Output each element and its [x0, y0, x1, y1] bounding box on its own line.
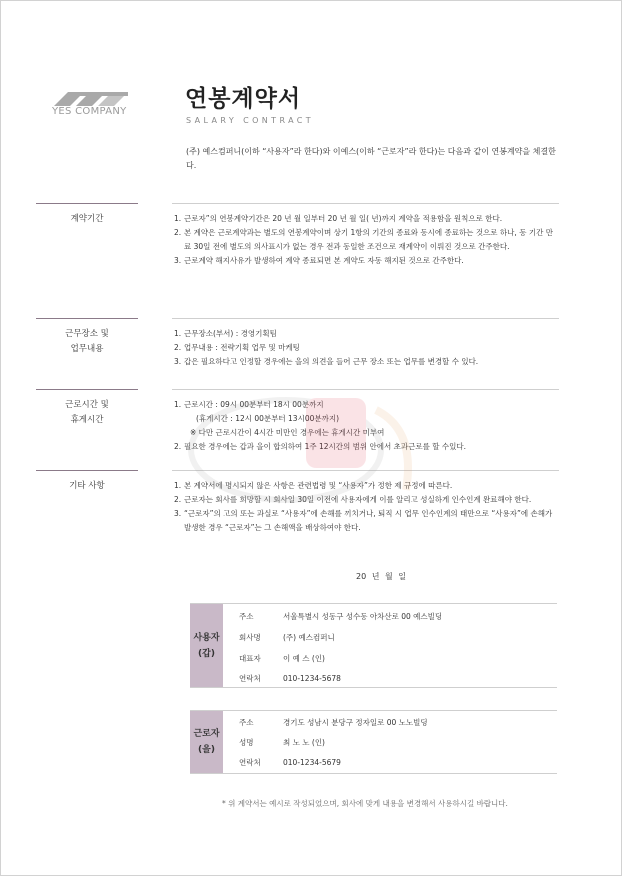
section-body-other: [172, 470, 559, 535]
employee-row-address: 주소 경기도 성남시 분당구 정자일로 00 노노빌딩: [239, 718, 428, 727]
list-item: 1. 근로자”의 연봉계약기간은 20 년 월 일부터 20 년 월 일( 년)까지 계약을 적용함을 원칙으로 한다.: [174, 214, 503, 223]
intro-paragraph: (주) 예스컴퍼니(이하 “사용자”라 한다)와 이예스(이하 “근로자”라 한다)는 다음과 같이 연봉계약을 체결한다.: [186, 147, 556, 170]
note-line: ※ 다만 근로시간이 4시간 미만인 경우에는 휴게시간 미부여: [190, 428, 385, 437]
list-item: 2. 근로자는 회사를 희망할 시 회사일 30일 이전에 사용자에게 이를 알리고 성실하게 인수인계 완료해야 한다.: [174, 495, 532, 504]
section-body-contract-period: [172, 203, 559, 268]
list-item: 2. 필요한 경우에는 갑과 을이 합의하여 1주 12시간의 범위 안에서 초과근로를 할 수있다.: [174, 442, 467, 451]
section-label-text: 근무장소 및: [65, 329, 109, 339]
employee-block: [190, 710, 557, 774]
employer-row-phone: 연락처 010-1234-5678: [239, 674, 341, 683]
logo-text: YES COMPANY: [52, 106, 127, 117]
employer-row-company: 회사명 (주) 예스컴퍼니: [239, 633, 335, 642]
section-label-work-place: [36, 318, 138, 357]
list-item: 3. 근로계약 해지사유가 발생하여 계약 종료되면 본 계약도 자동 해지된 것으로 간주한다.: [174, 256, 464, 265]
section-label-text: 근로시간 및: [65, 400, 109, 410]
employee-row-phone: 연락처 010-1234-5679: [239, 758, 341, 767]
employee-label: 근로자 (을): [190, 711, 223, 773]
list-item: 1. 근무장소(부서) : 경영기획팀: [174, 329, 277, 338]
employer-label: 사용자 (갑): [190, 604, 223, 687]
footnote: * 위 계약서는 예시로 작성되었으며, 회사에 맞게 내용을 변경해서 사용하시길 바랍니다.: [222, 799, 508, 808]
section-label-text: 기타 사항: [69, 481, 105, 491]
list-item: 2. 본 계약은 근로계약과는 별도의 연봉계약이며 상기 1항의 기간의 종료와 동시에 종료하는 것으로 하나, 동 기간 만료 30일 전에 별도의 의사표시가 없는 경우 전과 동일한 조건으로 재계약이 이뤄진 것으로 간주한다.: [174, 228, 553, 251]
document-title: 연봉계약서: [185, 86, 302, 112]
section-label-other: [36, 470, 138, 494]
employer-row-ceo: 대표자 이 예 스 (인): [239, 654, 325, 663]
document-subtitle: SALARY CONTRACT: [186, 116, 315, 125]
list-item: 2. 업무내용 : 전략기획 업무 및 마케팅: [174, 343, 300, 352]
section-label-work-hours: [36, 389, 138, 428]
logo-mark-icon: [54, 90, 134, 106]
break-time-line: (휴게시간 : 12시 00분부터 13시00분까지): [196, 414, 340, 423]
section-body-work-place: [172, 318, 559, 369]
employer-row-address: 주소 서울특별시 성동구 성수동 아차산로 00 예스빌딩: [239, 612, 443, 621]
employee-row-name: 성명 최 노 노 (인): [239, 738, 325, 747]
employer-block: [190, 603, 557, 688]
section-body-work-hours: [172, 389, 559, 454]
list-item: 3. 갑은 필요하다고 인정할 경우에는 을의 의견을 들어 근무 장소 또는 업무를 변경할 수 있다.: [174, 357, 479, 366]
section-label-text: 업무내용: [70, 344, 104, 354]
list-item: 3. “근로자”의 고의 또는 과실로 “사용자”에 손해를 끼치거나, 퇴직 시 업무 인수인계의 태만으로 “사용자”에 손해가 발생한 경우 “근로자”는 그 손해액을 배상하여야 한다.: [174, 509, 553, 532]
contract-date: 20 년 월 일: [356, 572, 406, 581]
list-item: 1. 근로시간 : 09시 00분부터 18시 00분까지: [174, 400, 324, 409]
company-logo: [52, 90, 138, 122]
section-label-text: 휴게시간: [70, 415, 104, 425]
list-item: 1. 본 계약서에 명시되지 않은 사항은 관련법령 및 “사용자”가 정한 제 규정에 따른다.: [174, 481, 453, 490]
section-label-contract-period: [36, 203, 138, 227]
section-label-text: 계약기간: [70, 214, 104, 224]
